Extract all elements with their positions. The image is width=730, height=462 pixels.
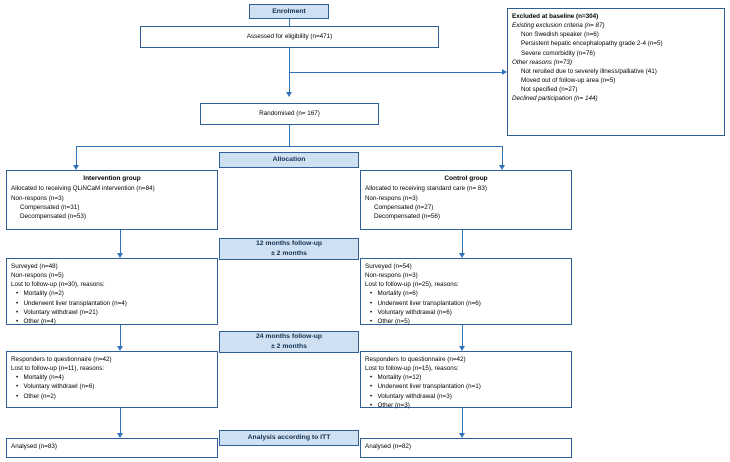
control-24m-box [360,351,572,408]
intervention-decompensated: Decompensated (n=53) [20,212,86,220]
control-compensated: Compensated (n=27) [374,203,434,211]
intervention-12m-reason: • Other (n=4) [16,317,56,325]
control-allocation-box [360,170,572,230]
arrow-assessed-to-randomised [286,92,292,97]
intervention-group-title: Intervention group [83,175,141,182]
control-12m-reason: • Voluntary withdrawal (n=6) [370,308,452,316]
stage-12m-line2: ± 2 months [271,250,307,257]
connector-24m-to-analysis-left [120,408,121,436]
intervention-allocated-line: Allocated to receiving QLiNCaM intervention (n=84) [11,185,155,193]
connector-to-excluded [289,72,504,73]
intervention-12m-surveyed: Surveyed (n=48) [11,263,58,270]
connector-enrolment-to-assessed [289,18,290,26]
excluded-at-baseline-box [507,8,725,136]
intervention-24m-box [6,351,218,408]
connector-allocation-split [76,146,503,147]
control-decompensated: Decompensated (n=56) [374,212,440,220]
stage-24m-line1: 24 months follow-up [255,333,323,341]
intervention-12m-reason: • Underwent liver transplantation (n=4) [16,299,127,307]
stage-label-allocation: Allocation [219,152,359,168]
excluded-criteria-header: Existing exclusion criteria (n= 87) [512,22,605,30]
excluded-title: Excluded at baseline (n=304) [512,13,599,20]
control-24m-reason: • Mortality (n=12) [370,374,422,382]
control-12m-reason: • Mortality (n=6) [370,290,418,298]
control-24m-reason: • Other (n=3) [370,401,410,409]
intervention-nonrespons-line: Non-respons (n=3) [11,194,64,202]
randomised-box [200,103,379,125]
control-12m-nonrespons: Non-respons (n=3) [365,272,418,280]
assessed-for-eligibility-box [140,26,439,48]
intervention-24m-reason: • Other (n=2) [16,392,56,400]
intervention-24m-lost: Lost to follow-up (n=11), reasons: [11,365,105,373]
control-24m-lost: Lost to follow-up (n=15), reasons: [365,365,459,373]
control-group-title: Control group [444,175,488,182]
excluded-other-item: Moved out of follow-up area (n=5) [521,76,616,84]
intervention-12m-reason: • Voluntary withdrawl (n=21) [16,308,98,316]
connector-randomised-down [289,125,290,147]
stage-label-24-month-followup [219,331,359,353]
excluded-criteria-item: Severe comorbidity (n=76) [521,49,596,57]
excluded-criteria-item: Persistent hepatic encephalopathy grade 2-4 (n=5) [521,40,663,48]
intervention-24m-reason: • Voluntary withdrawl (n=6) [16,383,95,391]
intervention-12m-box [6,258,218,325]
excluded-other-item: Not reruited due to severely illness/palliative (41) [521,67,657,75]
control-12m-lost: Lost to follow-up (n=25), reasons: [365,281,459,289]
randomised-text: Randomised (n= 167) [259,110,320,118]
intervention-24m-responders: Responders to questionnaire (n=42) [11,356,112,363]
stage-24m-line2: ± 2 months [271,343,307,350]
intervention-analysed-box [6,438,218,458]
intervention-12m-reason: • Mortality (n=2) [16,290,64,298]
control-analysed-text: Analysed (n=82) [365,443,412,450]
stage-label-enrolment: Enrolment [249,4,329,19]
control-24m-reason: • Underwent liver transplantation (n=1) [370,383,481,391]
control-12m-box [360,258,572,325]
control-24m-responders: Responders to questionnaire (n=42) [365,356,466,363]
stage-12m-line1: 12 months follow-up [255,240,323,248]
control-24m-reason: • Voluntary withdrawal (n=3) [370,392,452,400]
assessed-for-eligibility-text: Assessed for eligibility (n=471) [246,33,333,41]
excluded-other-item: Not specified (n=27) [521,86,578,93]
control-12m-reason: • Other (n=5) [370,317,410,325]
intervention-compensated: Compensated (n=31) [20,203,80,211]
control-analysed-box [360,438,572,458]
stage-label-analysis: Analysis according to ITT [219,430,359,446]
excluded-criteria-item: Non Swedish speaker (n=6) [521,31,599,39]
excluded-other-header: Other reasons (n=73) [512,58,573,66]
stage-label-12-month-followup [219,238,359,260]
connector-assessed-to-randomised [289,48,290,94]
control-nonrespons-line: Non-respons (n=3) [365,194,418,202]
intervention-24m-reason: • Mortality (n=4) [16,374,64,382]
control-12m-surveyed: Surveyed (n=54) [365,263,412,270]
control-allocated-line: Allocated to receiving standard care (n= 83) [365,185,487,193]
intervention-allocation-box [6,170,218,230]
excluded-declined-participation: Declined participation (n= 144) [512,95,598,103]
control-12m-reason: • Underwent liver transplantation (n=6) [370,299,481,307]
connector-24m-to-analysis-right [462,408,463,436]
intervention-12m-nonrespons: Non-respons (n=5) [11,272,64,280]
intervention-12m-lost: Lost to follow-up (n=30), reasons: [11,281,105,289]
intervention-analysed-text: Analysed (n=83) [11,443,58,450]
